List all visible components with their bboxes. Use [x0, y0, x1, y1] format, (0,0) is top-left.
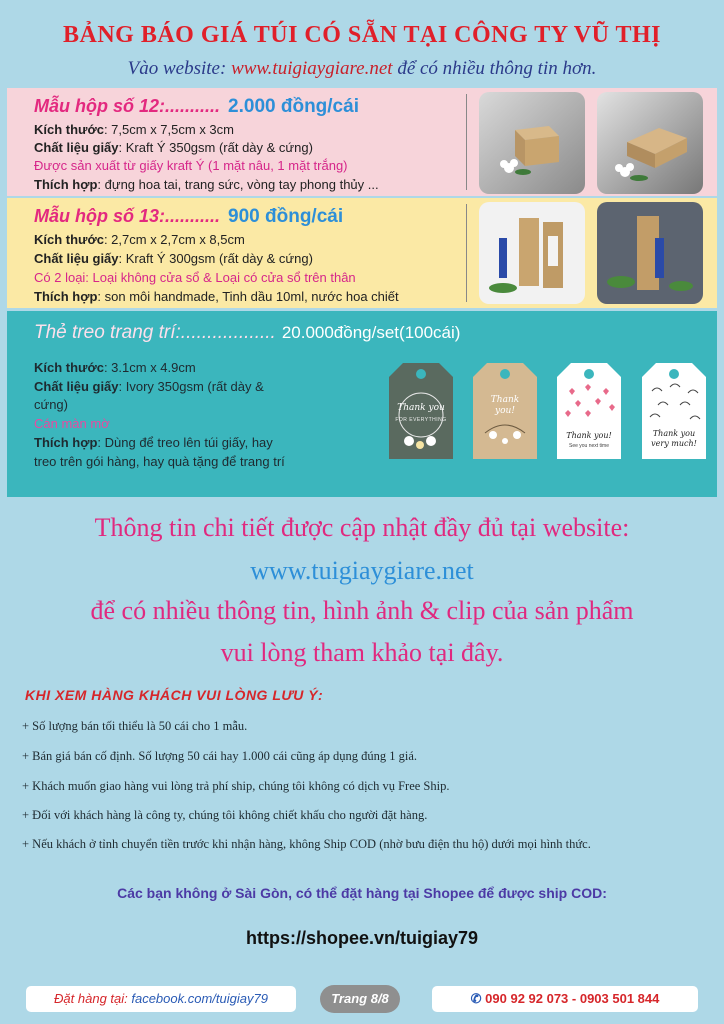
tags-title: Thẻ treo trang trí:..................	[34, 322, 276, 343]
page-title: BẢNG BÁO GIÁ TÚI CÓ SẴN TẠI CÔNG TY VŨ THỊ	[62, 22, 662, 48]
tags-paper-value: : Ivory 350gsm (rất dày &	[118, 379, 264, 394]
hang-tag-3	[555, 361, 623, 461]
box13-heading	[34, 206, 343, 228]
box13-size-label: Kích thước	[34, 232, 104, 247]
note-item-2: + Bán giá bán cố định. Số lượng 50 cái hay 1.000 cái cũng áp dụng đúng 1 giá.	[22, 749, 418, 763]
box12-fit-label: Thích hợp	[34, 177, 98, 192]
box13-note: Có 2 loại: Loại không cửa sổ & Loại có cửa sổ trên thân	[34, 270, 356, 285]
box13-paper-value: : Kraft Ý 300gsm (rất dày & cứng)	[118, 251, 313, 266]
tags-paper-cont: cứng)	[34, 397, 68, 412]
tags-fit	[34, 435, 273, 450]
box12-heading	[34, 96, 359, 118]
note-item-1: + Số lượng bán tối thiểu là 50 cái cho 1 mẫu.	[22, 719, 248, 733]
tag3-text: Thank you!	[566, 431, 612, 440]
tag1-text: Thank you	[397, 403, 445, 413]
box12-paper-label: Chất liệu giấy	[34, 140, 119, 155]
hang-tag-4	[640, 361, 708, 461]
tags-fit-label: Thích hợp	[34, 435, 98, 450]
tags-heading	[34, 322, 460, 344]
facebook-link[interactable]: facebook.com/tuigiay79	[131, 991, 268, 1006]
section-divider	[466, 204, 467, 302]
info-line-4: vui lòng tham khảo tại đây.	[220, 638, 504, 667]
box13-fit-label: Thích hợp	[34, 289, 98, 304]
box12-title: Mẫu hộp số 12:...........	[34, 96, 221, 116]
tags-size-value: : 3.1cm x 4.9cm	[103, 360, 196, 375]
tags-fit-value: : Dùng để treo lên túi giấy, hay	[97, 435, 273, 450]
box12-size-value: : 7,5cm x 7,5cm x 3cm	[103, 122, 234, 137]
shopee-link[interactable]: https://shopee.vn/tuigiay79	[245, 928, 479, 948]
tag1-subtext: FOR EVERYTHING	[395, 417, 447, 423]
order-label: Đặt hàng tại:	[54, 991, 132, 1006]
box12-fit	[34, 177, 379, 192]
box13-size	[34, 232, 245, 247]
notes-heading: KHI XEM HÀNG KHÁCH VUI LÒNG LƯU Ý:	[25, 687, 324, 703]
info-website-link[interactable]: www.tuigiaygiare.net	[250, 556, 474, 585]
page-subtitle	[0, 58, 724, 80]
box13-title: Mẫu hộp số 13:...........	[34, 206, 221, 226]
box12-note: Được sản xuất từ giấy kraft Ý (1 mặt nâu, 1 mặt trắng)	[34, 158, 348, 173]
box13-photo-2	[597, 202, 703, 304]
box13-fit-value: : son môi handmade, Tinh dầu 10ml, nước hoa chiết	[97, 289, 399, 304]
box13-price: 900 đồng/cái	[228, 206, 344, 227]
info-line-1: Thông tin chi tiết được cập nhật đầy đủ tại website:	[94, 513, 630, 542]
shopee-note: Các bạn không ở Sài Gòn, có thể đặt hàng tại Shopee để được ship COD:	[117, 885, 607, 901]
box13-fit	[34, 289, 399, 304]
note-item-3: + Khách muốn giao hàng vui lòng trả phí ship, chúng tôi không có dịch vụ Free Ship.	[22, 779, 450, 793]
tag4-text: Thank you very much!	[651, 429, 697, 448]
subtitle-prefix: Vào website:	[127, 58, 232, 79]
tags-matte	[34, 416, 110, 431]
box12-paper	[34, 140, 313, 155]
phone-box	[432, 986, 698, 1012]
tags-price: 20.000đồng/set(100cái)	[281, 323, 461, 342]
tags-size-label: Kích thước	[34, 360, 104, 375]
section-divider	[466, 94, 467, 190]
box13-size-value: : 2,7cm x 2,7cm x 8,5cm	[103, 232, 245, 247]
box12-price: 2.000 đồng/cái	[228, 96, 359, 117]
box12-fit-value: : đựng hoa tai, trang sức, vòng tay phong thủy ...	[97, 177, 379, 192]
subtitle-website-link[interactable]: www.tuigiaygiare.net	[231, 58, 393, 79]
note-item-4: + Đối với khách hàng là công ty, chúng tôi không chiết khấu cho người đặt hàng.	[22, 808, 428, 822]
tags-fit-cont: treo trên gói hàng, hay quà tặng để trang trí	[34, 454, 285, 469]
hang-tag-2	[471, 361, 539, 461]
box12-size-label: Kích thước	[34, 122, 104, 137]
tags-paper	[34, 379, 264, 394]
tags-paper-label: Chất liệu giấy	[34, 379, 119, 394]
box12-photo-1	[479, 92, 585, 194]
tags-matte-text: Cán màn mờ	[34, 416, 110, 431]
hang-tag-1	[387, 361, 455, 461]
info-line-3: để có nhiều thông tin, hình ảnh & clip của sản phẩm	[90, 596, 634, 625]
box13-paper	[34, 251, 313, 266]
box12-size	[34, 122, 234, 137]
box13-paper-label: Chất liệu giấy	[34, 251, 119, 266]
order-box	[26, 986, 296, 1012]
tag3-subtext: See you next time	[568, 443, 610, 449]
tag2-text: Thank you!	[490, 395, 520, 416]
box13-photo-1	[479, 202, 585, 304]
box12-photo-2	[597, 92, 703, 194]
page-number-badge: Trang 8/8	[320, 985, 400, 1013]
subtitle-suffix: để có nhiều thông tin hơn.	[392, 58, 597, 79]
box12-paper-value: : Kraft Ý 350gsm (rất dày & cứng)	[118, 140, 313, 155]
tags-size	[34, 360, 196, 375]
phone-icon: ✆	[470, 991, 482, 1006]
phone-numbers[interactable]: 090 92 92 073 - 0903 501 844	[485, 991, 660, 1006]
note-item-5: + Nếu khách ở tỉnh chuyển tiền trước khi nhận hàng, không Ship COD (nhờ bưu điện thu hộ) dưới mọi hình thức.	[22, 837, 591, 851]
